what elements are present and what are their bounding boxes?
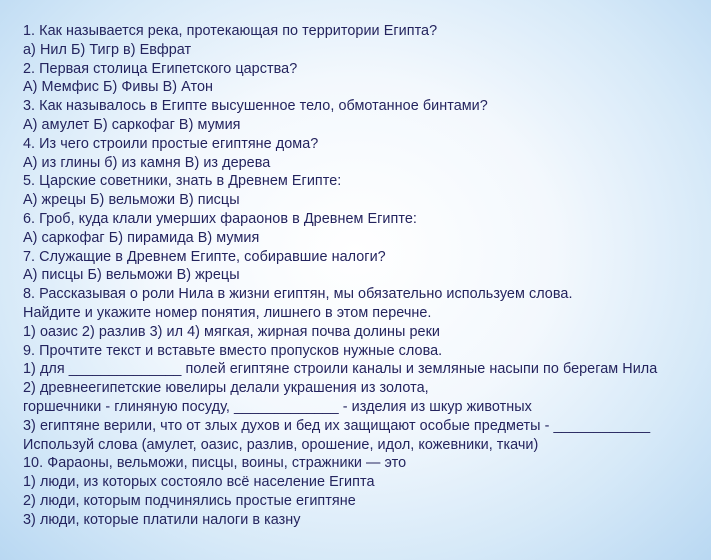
question-9-item-3: 3) египтяне верили, что от злых духов и бед их защищают особые предметы - ____________ xyxy=(23,417,651,434)
question-8-options: 1) оазис 2) разлив 3) ил 4) мягкая, жирная почва долины реки xyxy=(23,323,441,340)
question-9-word-bank: Используй слова (амулет, оазис, разлив, орошение, идол, кожевники, ткачи) xyxy=(23,436,539,453)
question-3-options: А) амулет Б) саркофаг В) мумия xyxy=(23,116,241,133)
question-9-item-2-continued: горшечники - глиняную посуду, _____________ - изделия из шкур животных xyxy=(23,398,532,415)
question-6-options: А) саркофаг Б) пирамида В) мумия xyxy=(23,229,260,246)
question-10-text: 10. Фараоны, вельможи, писцы, воины, стражники — это xyxy=(23,455,407,472)
question-2-options: А) Мемфис Б) Фивы В) Атон xyxy=(23,79,214,96)
question-1-text: 1. Как называется река, протекающая по территории Египта? xyxy=(23,23,438,39)
question-6-text: 6. Гроб, куда клали умерших фараонов в Древнем Египте: xyxy=(23,210,417,227)
question-9-item-1: 1) для ______________ полей египтяне строили каналы и земляные насыпи по берегам Нила xyxy=(23,361,658,378)
question-10-option-3: 3) люди, которые платили налоги в казну xyxy=(23,511,301,528)
question-9-item-2: 2) древнеегипетские ювелиры делали украшения из золота, xyxy=(23,380,429,397)
question-9-text: 9. Прочтите текст и вставьте вместо пропусков нужные слова. xyxy=(23,342,443,359)
question-3-text: 3. Как называлось в Египте высушенное тело, обмотанное бинтами? xyxy=(23,98,488,115)
question-4-text: 4. Из чего строили простые египтяне дома? xyxy=(23,135,319,152)
question-10-option-1: 1) люди, из которых состояло всё население Египта xyxy=(23,474,375,491)
question-1-options: а) Нил Б) Тигр в) Евфрат xyxy=(23,41,192,58)
question-2-text: 2. Первая столица Египетского царства? xyxy=(23,60,298,77)
question-8-text: 8. Рассказывая о роли Нила в жизни египтян, мы обязательно используем слова. xyxy=(23,286,573,303)
question-7-text: 7. Служащие в Древнем Египте, собиравшие налоги? xyxy=(23,248,386,265)
question-4-options: А) из глины б) из камня В) из дерева xyxy=(23,154,271,171)
question-5-options: А) жрецы Б) вельможи В) писцы xyxy=(23,192,240,209)
question-7-options: А) писцы Б) вельможи В) жрецы xyxy=(23,267,240,284)
question-8-instruction: Найдите и укажите номер понятия, лишнего в этом перечне. xyxy=(23,304,432,321)
worksheet xyxy=(23,22,711,560)
question-10-option-2: 2) люди, которым подчинялись простые египтяне xyxy=(23,492,356,509)
question-5-text: 5. Царские советники, знать в Древнем Египте: xyxy=(23,173,342,190)
